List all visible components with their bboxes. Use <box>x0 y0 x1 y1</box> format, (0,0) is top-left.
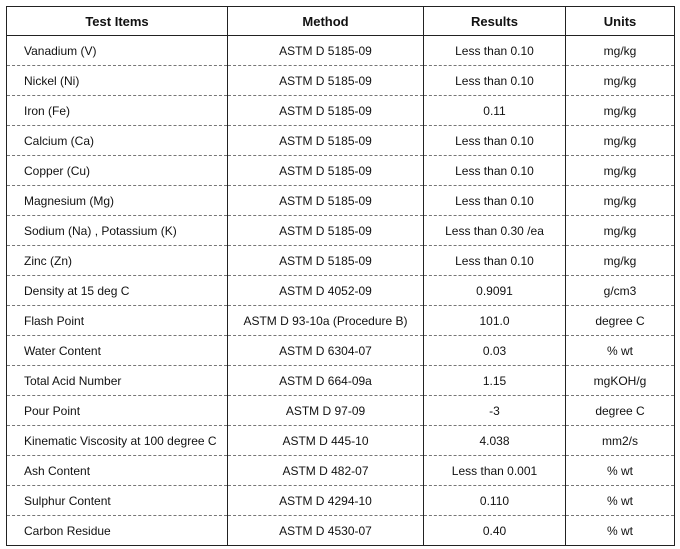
result-cell: Less than 0.10 <box>424 126 566 156</box>
method-cell: ASTM D 5185-09 <box>228 156 424 186</box>
result-cell: Less than 0.30 /ea <box>424 216 566 246</box>
test-item-cell: Flash Point <box>7 306 228 336</box>
result-cell: 0.03 <box>424 336 566 366</box>
unit-cell: mm2/s <box>566 426 675 456</box>
table-row <box>7 216 675 246</box>
table-row <box>7 426 675 456</box>
result-cell: 1.15 <box>424 366 566 396</box>
method-cell: ASTM D 5185-09 <box>228 36 424 66</box>
unit-cell: mg/kg <box>566 246 675 276</box>
method-cell: ASTM D 97-09 <box>228 396 424 426</box>
table-body <box>7 36 675 546</box>
method-cell: ASTM D 4530-07 <box>228 516 424 546</box>
table-row <box>7 366 675 396</box>
unit-cell: % wt <box>566 486 675 516</box>
unit-cell: degree C <box>566 306 675 336</box>
result-cell: -3 <box>424 396 566 426</box>
unit-cell: mg/kg <box>566 156 675 186</box>
table-row <box>7 36 675 66</box>
table-row <box>7 246 675 276</box>
table-row <box>7 486 675 516</box>
unit-cell: degree C <box>566 396 675 426</box>
test-item-cell: Kinematic Viscosity at 100 degree C <box>7 426 228 456</box>
test-results-table <box>6 6 675 546</box>
method-cell: ASTM D 4052-09 <box>228 276 424 306</box>
test-item-cell: Total Acid Number <box>7 366 228 396</box>
table-row <box>7 126 675 156</box>
method-cell: ASTM D 664-09a <box>228 366 424 396</box>
header-units: Units <box>566 7 675 36</box>
result-cell: Less than 0.10 <box>424 156 566 186</box>
result-cell: 0.40 <box>424 516 566 546</box>
header-method: Method <box>228 7 424 36</box>
result-cell: Less than 0.10 <box>424 66 566 96</box>
method-cell: ASTM D 5185-09 <box>228 216 424 246</box>
header-row <box>7 7 675 36</box>
method-cell: ASTM D 4294-10 <box>228 486 424 516</box>
unit-cell: mgKOH/g <box>566 366 675 396</box>
unit-cell: mg/kg <box>566 216 675 246</box>
result-cell: Less than 0.10 <box>424 36 566 66</box>
method-cell: ASTM D 5185-09 <box>228 96 424 126</box>
method-cell: ASTM D 5185-09 <box>228 246 424 276</box>
result-cell: 0.9091 <box>424 276 566 306</box>
method-cell: ASTM D 5185-09 <box>228 126 424 156</box>
test-results-table-container <box>6 6 675 546</box>
unit-cell: % wt <box>566 516 675 546</box>
result-cell: 4.038 <box>424 426 566 456</box>
result-cell: 0.110 <box>424 486 566 516</box>
test-item-cell: Zinc (Zn) <box>7 246 228 276</box>
test-item-cell: Vanadium (V) <box>7 36 228 66</box>
table-row <box>7 456 675 486</box>
result-cell: Less than 0.10 <box>424 246 566 276</box>
unit-cell: mg/kg <box>566 186 675 216</box>
header-results: Results <box>424 7 566 36</box>
table-row <box>7 516 675 546</box>
test-item-cell: Sodium (Na) , Potassium (K) <box>7 216 228 246</box>
result-cell: 101.0 <box>424 306 566 336</box>
result-cell: 0.11 <box>424 96 566 126</box>
method-cell: ASTM D 6304-07 <box>228 336 424 366</box>
method-cell: ASTM D 482-07 <box>228 456 424 486</box>
result-cell: Less than 0.001 <box>424 456 566 486</box>
table-row <box>7 306 675 336</box>
test-item-cell: Copper (Cu) <box>7 156 228 186</box>
unit-cell: mg/kg <box>566 126 675 156</box>
table-row <box>7 186 675 216</box>
test-item-cell: Water Content <box>7 336 228 366</box>
table-row <box>7 66 675 96</box>
test-item-cell: Calcium (Ca) <box>7 126 228 156</box>
result-cell: Less than 0.10 <box>424 186 566 216</box>
unit-cell: mg/kg <box>566 36 675 66</box>
method-cell: ASTM D 5185-09 <box>228 66 424 96</box>
test-item-cell: Nickel (Ni) <box>7 66 228 96</box>
table-header <box>7 7 675 36</box>
method-cell: ASTM D 93-10a (Procedure B) <box>228 306 424 336</box>
unit-cell: g/cm3 <box>566 276 675 306</box>
unit-cell: mg/kg <box>566 96 675 126</box>
header-test-items: Test Items <box>7 7 228 36</box>
table-row <box>7 336 675 366</box>
test-item-cell: Sulphur Content <box>7 486 228 516</box>
method-cell: ASTM D 445-10 <box>228 426 424 456</box>
table-row <box>7 276 675 306</box>
unit-cell: % wt <box>566 456 675 486</box>
test-item-cell: Magnesium (Mg) <box>7 186 228 216</box>
unit-cell: % wt <box>566 336 675 366</box>
unit-cell: mg/kg <box>566 66 675 96</box>
test-item-cell: Carbon Residue <box>7 516 228 546</box>
method-cell: ASTM D 5185-09 <box>228 186 424 216</box>
test-item-cell: Density at 15 deg C <box>7 276 228 306</box>
test-item-cell: Ash Content <box>7 456 228 486</box>
table-row <box>7 96 675 126</box>
test-item-cell: Iron (Fe) <box>7 96 228 126</box>
table-row <box>7 396 675 426</box>
test-item-cell: Pour Point <box>7 396 228 426</box>
table-row <box>7 156 675 186</box>
